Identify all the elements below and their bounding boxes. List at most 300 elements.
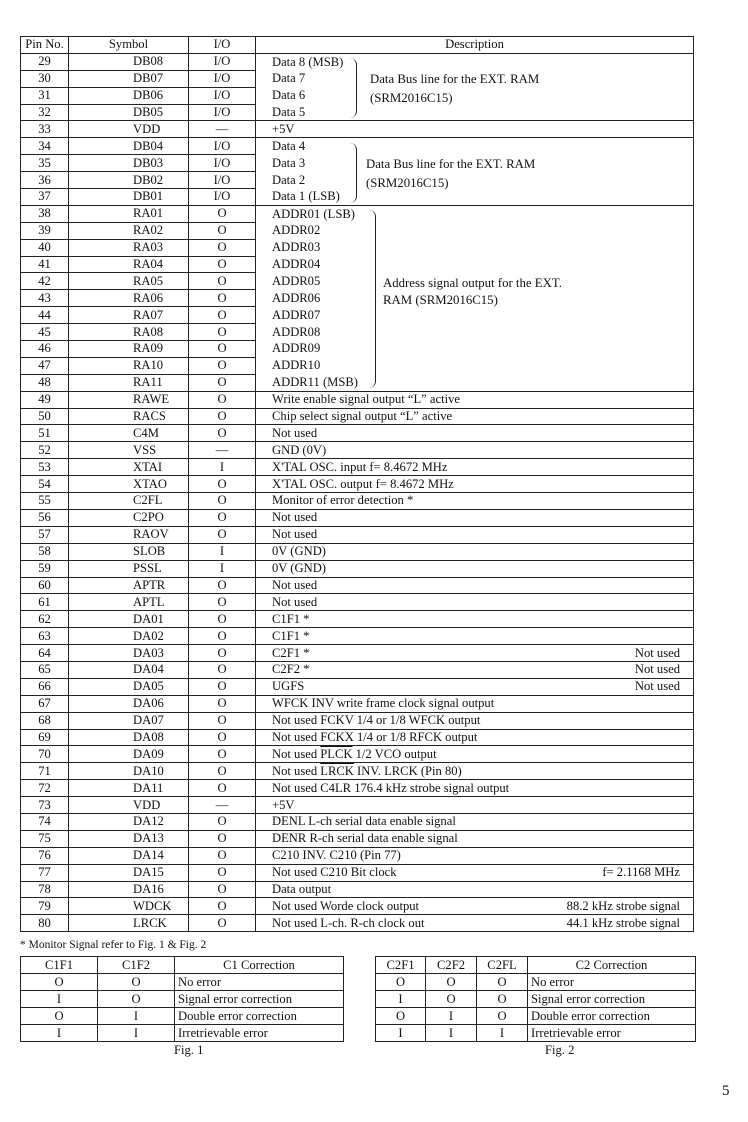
pin-symbol: XTAI	[69, 459, 189, 476]
pin-symbol: SLOB	[69, 543, 189, 560]
pin-symbol: DB05	[69, 104, 189, 121]
pin-row	[21, 341, 694, 358]
pin-symbol: DB01	[69, 189, 189, 206]
pin-description	[256, 594, 694, 611]
pin-description	[256, 577, 694, 594]
pin-number: 75	[21, 830, 69, 847]
pin-io: O	[189, 256, 256, 273]
pin-row	[21, 256, 694, 273]
fig1-flag: O	[98, 991, 175, 1008]
fig1-row	[21, 991, 344, 1008]
pin-io: O	[189, 915, 256, 932]
description-text: X'TAL OSC. output f= 8.4672 MHz	[272, 476, 454, 491]
pin-description	[256, 104, 694, 121]
fig1-flag: I	[98, 1025, 175, 1042]
pin-symbol: DB04	[69, 138, 189, 155]
pin-symbol: XTAO	[69, 476, 189, 493]
pin-io: O	[189, 780, 256, 797]
pin-symbol: RA05	[69, 273, 189, 290]
pin-row	[21, 509, 694, 526]
pin-row	[21, 290, 694, 307]
pin-symbol: DA09	[69, 746, 189, 763]
pin-number: 43	[21, 290, 69, 307]
pin-description	[256, 459, 694, 476]
pin-row	[21, 712, 694, 729]
description-text: X'TAL OSC. input f= 8.4672 MHz	[272, 459, 448, 474]
pin-description-table	[20, 36, 694, 932]
pin-number: 64	[21, 645, 69, 662]
pin-description	[256, 678, 694, 695]
description-text: Not used	[272, 510, 318, 525]
description-text: Data 7	[272, 71, 306, 86]
description-text: ADDR08	[272, 324, 321, 339]
pin-symbol: DA14	[69, 847, 189, 864]
pin-number: 53	[21, 459, 69, 476]
pin-row	[21, 104, 694, 121]
pin-symbol: DA03	[69, 645, 189, 662]
pin-symbol: VSS	[69, 442, 189, 459]
pin-number: 55	[21, 493, 69, 510]
description-text: Not used FCKX 1/4 or 1/8 RFCK output	[272, 729, 478, 744]
description-text: Data 8 (MSB)	[272, 54, 344, 69]
pin-number: 33	[21, 121, 69, 138]
pin-symbol: RAOV	[69, 526, 189, 543]
pin-io: O	[189, 661, 256, 678]
pin-number: 38	[21, 205, 69, 222]
description-text: Data 2	[272, 172, 306, 187]
description-text: Not used C4LR 176.4 kHz strobe signal output	[272, 780, 510, 795]
header-pin-no: Pin No.	[21, 37, 69, 54]
fig1-flag: I	[98, 1008, 175, 1025]
page-number: 5	[722, 1083, 730, 1099]
pin-row	[21, 476, 694, 493]
pin-row	[21, 374, 694, 391]
pin-symbol: RA01	[69, 205, 189, 222]
pin-description	[256, 695, 694, 712]
group-label-address-2: RAM (SRM2016C15)	[383, 293, 498, 307]
pin-row	[21, 324, 694, 341]
description-text: ADDR05	[272, 273, 321, 288]
pin-symbol: DA11	[69, 780, 189, 797]
pin-row	[21, 797, 694, 814]
pin-description	[256, 645, 694, 662]
pin-symbol: RA03	[69, 239, 189, 256]
pin-row	[21, 611, 694, 628]
pin-number: 58	[21, 543, 69, 560]
fig1-header-c1f2: C1F2	[98, 957, 175, 974]
pin-description	[256, 763, 694, 780]
pin-row	[21, 813, 694, 830]
pin-symbol: DB02	[69, 172, 189, 189]
group-label-data-bus-2: Data Bus line for the EXT. RAM	[366, 157, 536, 171]
pin-symbol: RAWE	[69, 391, 189, 408]
description-text: DENR R-ch serial data enable signal	[272, 831, 458, 846]
fig1-correction: Irretrievable error	[175, 1025, 344, 1042]
pin-symbol: RA09	[69, 341, 189, 358]
pin-row	[21, 459, 694, 476]
pin-symbol: DA16	[69, 881, 189, 898]
description-text: WFCK INV write frame clock signal output	[272, 696, 495, 711]
pin-symbol: DA12	[69, 813, 189, 830]
pin-row	[21, 577, 694, 594]
description-note: Not used	[634, 679, 680, 694]
pin-row	[21, 189, 694, 206]
pin-io: O	[189, 239, 256, 256]
pin-row	[21, 645, 694, 662]
description-text: ADDR11 (MSB)	[272, 375, 358, 389]
fig2-correction: Signal error correction	[528, 991, 696, 1008]
pin-description	[256, 408, 694, 425]
pin-io: O	[189, 813, 256, 830]
pin-io: O	[189, 881, 256, 898]
pin-number: 59	[21, 560, 69, 577]
description-text: 0V (GND)	[272, 561, 326, 576]
header-io: I/O	[189, 37, 256, 54]
pin-row	[21, 560, 694, 577]
pin-io: O	[189, 763, 256, 780]
pin-description	[256, 341, 694, 358]
description-text: ADDR01 (LSB)	[272, 206, 355, 221]
pin-row	[21, 493, 694, 510]
pin-description	[256, 374, 694, 391]
description-text: Not used LRCK INV. LRCK (Pin 80)	[272, 763, 462, 778]
pin-number: 77	[21, 864, 69, 881]
pin-description	[256, 391, 694, 408]
fig1-flag: I	[21, 991, 98, 1008]
description-text: ADDR10	[272, 358, 321, 373]
pin-number: 62	[21, 611, 69, 628]
pin-number: 72	[21, 780, 69, 797]
pin-number: 29	[21, 53, 69, 70]
pin-io: O	[189, 324, 256, 341]
pin-row	[21, 53, 694, 70]
description-text: Data 4	[272, 139, 306, 154]
description-text: ADDR02	[272, 223, 321, 238]
description-text: Data 6	[272, 88, 306, 103]
fig2-row	[376, 991, 696, 1008]
pin-number: 67	[21, 695, 69, 712]
pin-description	[256, 661, 694, 678]
pin-number: 61	[21, 594, 69, 611]
pin-io: O	[189, 864, 256, 881]
pin-io: O	[189, 746, 256, 763]
pin-table-header	[21, 37, 694, 54]
fig2-row	[376, 1025, 696, 1042]
pin-io: I/O	[189, 70, 256, 87]
description-text: Not used	[272, 577, 318, 592]
pin-row	[21, 239, 694, 256]
pin-number: 76	[21, 847, 69, 864]
pin-symbol: PSSL	[69, 560, 189, 577]
pin-io: O	[189, 526, 256, 543]
pin-row	[21, 594, 694, 611]
pin-io: I/O	[189, 138, 256, 155]
pin-symbol: APTR	[69, 577, 189, 594]
description-text: Not used L-ch. R-ch clock out	[272, 915, 425, 930]
fig2-flag: O	[376, 1008, 426, 1025]
description-note: Not used	[634, 645, 680, 660]
pin-description	[256, 543, 694, 560]
pin-io: O	[189, 493, 256, 510]
pin-symbol: DA05	[69, 678, 189, 695]
pin-description	[256, 172, 694, 189]
pin-row	[21, 205, 694, 222]
pin-symbol: DA08	[69, 729, 189, 746]
pin-row	[21, 408, 694, 425]
pin-row	[21, 155, 694, 172]
fig1-correction: Signal error correction	[175, 991, 344, 1008]
pin-io: O	[189, 628, 256, 645]
description-note: 88.2 kHz strobe signal	[566, 898, 680, 913]
pin-io: O	[189, 222, 256, 239]
pin-description	[256, 493, 694, 510]
fig2-flag: I	[376, 991, 426, 1008]
pin-symbol: RA11	[69, 374, 189, 391]
pin-description	[256, 830, 694, 847]
pin-row	[21, 661, 694, 678]
fig2-flag: I	[426, 1025, 477, 1042]
fig2-flag: I	[426, 1008, 477, 1025]
pin-number: 78	[21, 881, 69, 898]
pin-io: O	[189, 476, 256, 493]
fig1-flag: I	[21, 1025, 98, 1042]
fig2-flag: O	[376, 974, 426, 991]
pin-number: 47	[21, 357, 69, 374]
header-symbol: Symbol	[69, 37, 189, 54]
pin-symbol: RA10	[69, 357, 189, 374]
pin-io: O	[189, 847, 256, 864]
description-text: C1F1 *	[272, 611, 310, 626]
pin-description	[256, 729, 694, 746]
description-text: ADDR07	[272, 307, 321, 322]
pin-number: 50	[21, 408, 69, 425]
header-description: Description	[256, 37, 694, 54]
pin-symbol: DB06	[69, 87, 189, 104]
pin-row	[21, 864, 694, 881]
pin-number: 44	[21, 307, 69, 324]
pin-symbol: RACS	[69, 408, 189, 425]
fig2-header-c2fl: C2FL	[477, 957, 528, 974]
pin-description	[256, 476, 694, 493]
fig2-correction: No error	[528, 974, 696, 991]
pin-description	[256, 628, 694, 645]
fig1-header-c1f1: C1F1	[21, 957, 98, 974]
fig2-correction: Double error correction	[528, 1008, 696, 1025]
pin-number: 31	[21, 87, 69, 104]
pin-description	[256, 87, 694, 104]
pin-io: O	[189, 273, 256, 290]
pin-description	[256, 847, 694, 864]
pin-number: 54	[21, 476, 69, 493]
pin-description	[256, 797, 694, 814]
pin-row	[21, 442, 694, 459]
description-text: Not used Worde clock output	[272, 898, 420, 913]
pin-symbol: DB03	[69, 155, 189, 172]
brace-address	[368, 210, 376, 388]
description-text: +5V	[272, 121, 295, 136]
fig1-flag: O	[21, 1008, 98, 1025]
pin-number: 60	[21, 577, 69, 594]
description-text: ADDR03	[272, 240, 321, 255]
pin-symbol: RA06	[69, 290, 189, 307]
pin-description	[256, 205, 694, 222]
pin-description	[256, 425, 694, 442]
pin-io: O	[189, 898, 256, 915]
pin-row	[21, 847, 694, 864]
fig2-flag: O	[426, 974, 477, 991]
description-text: Data 1 (LSB)	[272, 189, 340, 204]
pin-description	[256, 442, 694, 459]
fig2-correction: Irretrievable error	[528, 1025, 696, 1042]
fig2-caption: Fig. 2	[545, 1043, 575, 1057]
pin-symbol: DA01	[69, 611, 189, 628]
pin-io: O	[189, 729, 256, 746]
pin-symbol: DB08	[69, 53, 189, 70]
pin-number: 35	[21, 155, 69, 172]
pin-symbol: RA08	[69, 324, 189, 341]
pin-row	[21, 543, 694, 560]
pin-io: O	[189, 712, 256, 729]
pin-symbol: DA07	[69, 712, 189, 729]
pin-io: I/O	[189, 189, 256, 206]
pin-description	[256, 121, 694, 138]
fig2-flag: O	[477, 974, 528, 991]
pin-io: O	[189, 307, 256, 324]
pin-symbol: C2PO	[69, 509, 189, 526]
pin-row	[21, 695, 694, 712]
fig2-flag: O	[477, 991, 528, 1008]
fig1-table	[20, 956, 344, 1042]
pin-row	[21, 898, 694, 915]
pin-io: I	[189, 560, 256, 577]
pin-row	[21, 307, 694, 324]
pin-symbol: DA04	[69, 661, 189, 678]
pin-description	[256, 746, 694, 763]
pin-symbol: DA06	[69, 695, 189, 712]
pin-description	[256, 357, 694, 374]
pin-symbol: WDCK	[69, 898, 189, 915]
fig1-header-correction: C1 Correction	[175, 957, 344, 974]
pin-row	[21, 222, 694, 239]
pin-description	[256, 509, 694, 526]
fig1-correction: Double error correction	[175, 1008, 344, 1025]
pin-io: O	[189, 577, 256, 594]
description-text: C210 INV. C210 (Pin 77)	[272, 848, 401, 863]
pin-number: 42	[21, 273, 69, 290]
fig1-caption: Fig. 1	[174, 1043, 204, 1057]
description-text: Not used C210 Bit clock	[272, 865, 397, 880]
pin-io: I/O	[189, 87, 256, 104]
pin-symbol: DB07	[69, 70, 189, 87]
pin-number: 52	[21, 442, 69, 459]
pin-description	[256, 307, 694, 324]
pin-description	[256, 239, 694, 256]
pin-number: 80	[21, 915, 69, 932]
pin-number: 45	[21, 324, 69, 341]
description-text: Data 5	[272, 104, 306, 119]
pin-description	[256, 898, 694, 915]
group-label-address-1: Address signal output for the EXT.	[383, 276, 562, 290]
pin-io: O	[189, 509, 256, 526]
pin-number: 40	[21, 239, 69, 256]
description-text: ADDR09	[272, 341, 321, 356]
pin-io: O	[189, 205, 256, 222]
pin-io: —	[189, 442, 256, 459]
pin-row	[21, 273, 694, 290]
pin-description	[256, 915, 694, 932]
pin-number: 66	[21, 678, 69, 695]
fig2-header-c2f1: C2F1	[376, 957, 426, 974]
pin-description	[256, 189, 694, 206]
pin-number: 74	[21, 813, 69, 830]
pin-io: O	[189, 695, 256, 712]
pin-description	[256, 560, 694, 577]
pin-io: O	[189, 391, 256, 408]
pin-io: O	[189, 425, 256, 442]
pin-symbol: VDD	[69, 797, 189, 814]
pin-number: 39	[21, 222, 69, 239]
pin-io: I/O	[189, 104, 256, 121]
pin-io: —	[189, 797, 256, 814]
fig2-header-correction: C2 Correction	[528, 957, 696, 974]
description-text: C2F1 *	[272, 645, 310, 660]
pin-row	[21, 746, 694, 763]
pin-io: —	[189, 121, 256, 138]
description-text: 0V (GND)	[272, 544, 326, 559]
pin-row	[21, 915, 694, 932]
pin-io: O	[189, 611, 256, 628]
pin-description	[256, 256, 694, 273]
pin-symbol: DA02	[69, 628, 189, 645]
pin-symbol: RA04	[69, 256, 189, 273]
group-label-data-bus-1: Data Bus line for the EXT. RAM	[370, 72, 540, 86]
pin-io: O	[189, 645, 256, 662]
fig1-row	[21, 974, 344, 991]
pin-symbol: RA02	[69, 222, 189, 239]
footnote: * Monitor Signal refer to Fig. 1 & Fig. 2	[20, 939, 207, 951]
pin-io: I/O	[189, 172, 256, 189]
pin-row	[21, 780, 694, 797]
pin-symbol: APTL	[69, 594, 189, 611]
pin-row	[21, 121, 694, 138]
pin-row	[21, 357, 694, 374]
pin-io: O	[189, 594, 256, 611]
pin-symbol: RA07	[69, 307, 189, 324]
pin-number: 69	[21, 729, 69, 746]
pin-number: 30	[21, 70, 69, 87]
pin-number: 73	[21, 797, 69, 814]
pin-row	[21, 138, 694, 155]
fig1-flag: O	[21, 974, 98, 991]
group-label-data-bus-1b: (SRM2016C15)	[370, 91, 453, 105]
pin-row	[21, 70, 694, 87]
description-text: ADDR04	[272, 257, 321, 272]
pin-description	[256, 611, 694, 628]
pin-description	[256, 53, 694, 70]
pin-io: I/O	[189, 155, 256, 172]
pin-io: O	[189, 357, 256, 374]
pin-io: I	[189, 459, 256, 476]
pin-number: 48	[21, 374, 69, 391]
fig2-header-c2f2: C2F2	[426, 957, 477, 974]
fig1-row	[21, 1025, 344, 1042]
pin-description	[256, 813, 694, 830]
pin-row	[21, 881, 694, 898]
pin-row	[21, 628, 694, 645]
description-text: Not used	[272, 425, 318, 440]
pin-row	[21, 678, 694, 695]
description-note: f= 2.1168 MHz	[602, 865, 680, 880]
